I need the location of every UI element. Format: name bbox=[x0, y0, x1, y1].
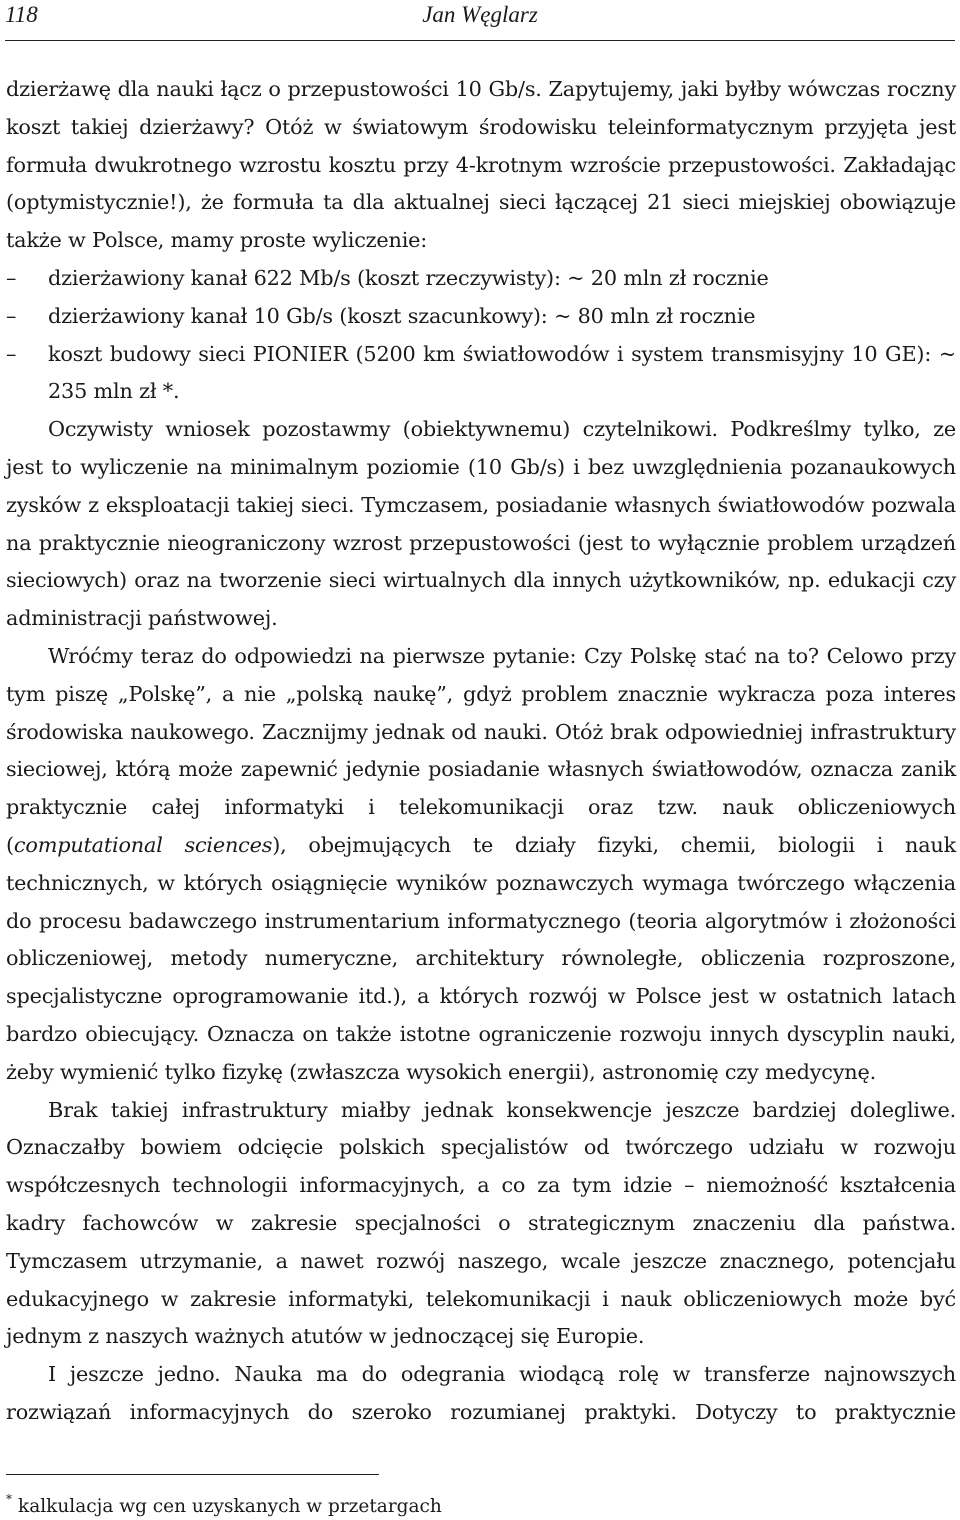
list-item-text: dzierżawiony kanał 622 Mb/s (koszt rzeczywisty): ~ 20 mln zł rocznie bbox=[48, 265, 769, 290]
paragraph-2: Oczywisty wniosek pozostawmy (obiektywnemu) czytelnikowi. Podkreślmy tylko, ze jest to wyliczenie na minimalnym poziomie (10 Gb/s) i bez uwzględnienia pozanaukowych zysków z eksploatacji takiej sieci. Tymczasem, posiadanie własnych światłowodów pozwala na praktycznie nieograniczony wzrost przepustowości (jest to wyłącznie problem urządzeń sieciowych) oraz na tworzenie sieci wirtualnych dla innych użytkowników, np. edukacji czy administracji państwowej. bbox=[6, 417, 956, 631]
paragraph-3-italic-term: computational sciences bbox=[13, 832, 273, 857]
list-item-text: dzierżawiony kanał 10 Gb/s (koszt szacunkowy): ~ 80 mln zł rocznie bbox=[48, 303, 756, 328]
paragraph-3-text-a: Wróćmy teraz do odpowiedzi na pierwsze pytanie: Czy Polskę stać na to? Celowo przy tym piszę „Polskę”, a nie „polską naukę”, gdyż problem znacznie wykracza poza interes środowiska naukowego. Zacznijmy jednak od nauki. Otóż brak odpowiedniej infrastruktury sieciowej, którą może zapewnić jedynie posiadanie własnych światłowodów, oznacza zanik praktycznie całej informatyki i telekomunikacji oraz tzw. nauk obliczeniowych ( bbox=[6, 643, 956, 857]
running-header-author: Jan Węglarz bbox=[422, 2, 538, 27]
list-dash: – bbox=[6, 341, 17, 366]
paragraph-4: Brak takiej infrastruktury miałby jednak konsekwencje jeszcze bardziej dolegliwe. Oznaczałby bowiem odcięcie polskich specjalistów od twórczego udziału w rozwoju współczesnych technologii informacyjnych, a co za tym idzie – niemożność kształcenia kadry fachowców w zakresie specjalności o strategicznym znaczeniu dla państwa. Tymczasem utrzymanie, a nawet rozwój naszego, wcale jeszcze znacznego, potencjału edukacyjnego w zakresie informatyki, telekomunikacji i nauk obliczeniowych może być jednym z naszych ważnych atutów w jednoczącej się Europie. bbox=[6, 1097, 956, 1349]
footnote-rule bbox=[6, 1474, 379, 1475]
body-text bbox=[6, 71, 956, 1432]
page-number: 118 bbox=[5, 2, 38, 27]
list-item bbox=[6, 336, 956, 412]
paragraph-5: I jeszcze jedno. Nauka ma do odegrania wiodącą rolę w transferze najnowszych rozwiązań informacyjnych do szeroko rozumianej praktyki. Dotyczy to praktycznie bbox=[6, 1362, 956, 1424]
list-item bbox=[6, 298, 956, 336]
list-item-text: koszt budowy sieci PIONIER (5200 km światłowodów i system transmisyjny 10 GE): ~ 235 mln zł *. bbox=[48, 341, 956, 404]
paragraph-3 bbox=[6, 638, 956, 1092]
header-rule bbox=[5, 40, 955, 41]
footnote-text: kalkulacja wg cen uzyskanych w przetargach bbox=[18, 1496, 442, 1518]
paragraph-3-text-b: ), obejmujących te działy fizyki, chemii, biologii i nauk technicznych, w których osiągnięcie wyników poznawczych wymaga twórczego włączenia do procesu badawczego instrumentarium informatycznego (teoria algorytmów i złożoności obliczeniowej, metody numeryczne, architektury równoległe, obliczenia rozproszone, specjalistyczne oprogramowanie itd.), a których rozwój w Polsce jest w ostatnich latach bardzo obiecujący. Oznacza on także istotne ograniczenie rozwoju innych dyscyplin nauki, żeby wymienić tylko fizykę (zwłaszcza wysokich energii), astronomię czy medycynę. bbox=[6, 832, 956, 1084]
list-dash: – bbox=[6, 265, 17, 290]
list-item bbox=[6, 260, 956, 298]
paragraph-1: dzierżawę dla nauki łącz o przepustowości 10 Gb/s. Zapytujemy, jaki byłby wówczas roczny koszt takiej dzierżawy? Otóż w światowym środowisku teleinformatycznym przyjęta jest formuła dwukrotnego wzrostu kosztu przy 4-krotnym wzroście przepustowości. Zakładając (optymistycznie!), że formuła ta dla aktualnej sieci łączącej 21 sieci miejskiej obowiązuje także w Polsce, mamy proste wyliczenie: bbox=[6, 77, 956, 253]
footnote bbox=[6, 1488, 442, 1520]
footnote-mark: * bbox=[6, 1492, 12, 1506]
list-dash: – bbox=[6, 303, 17, 328]
running-header bbox=[5, 0, 955, 34]
